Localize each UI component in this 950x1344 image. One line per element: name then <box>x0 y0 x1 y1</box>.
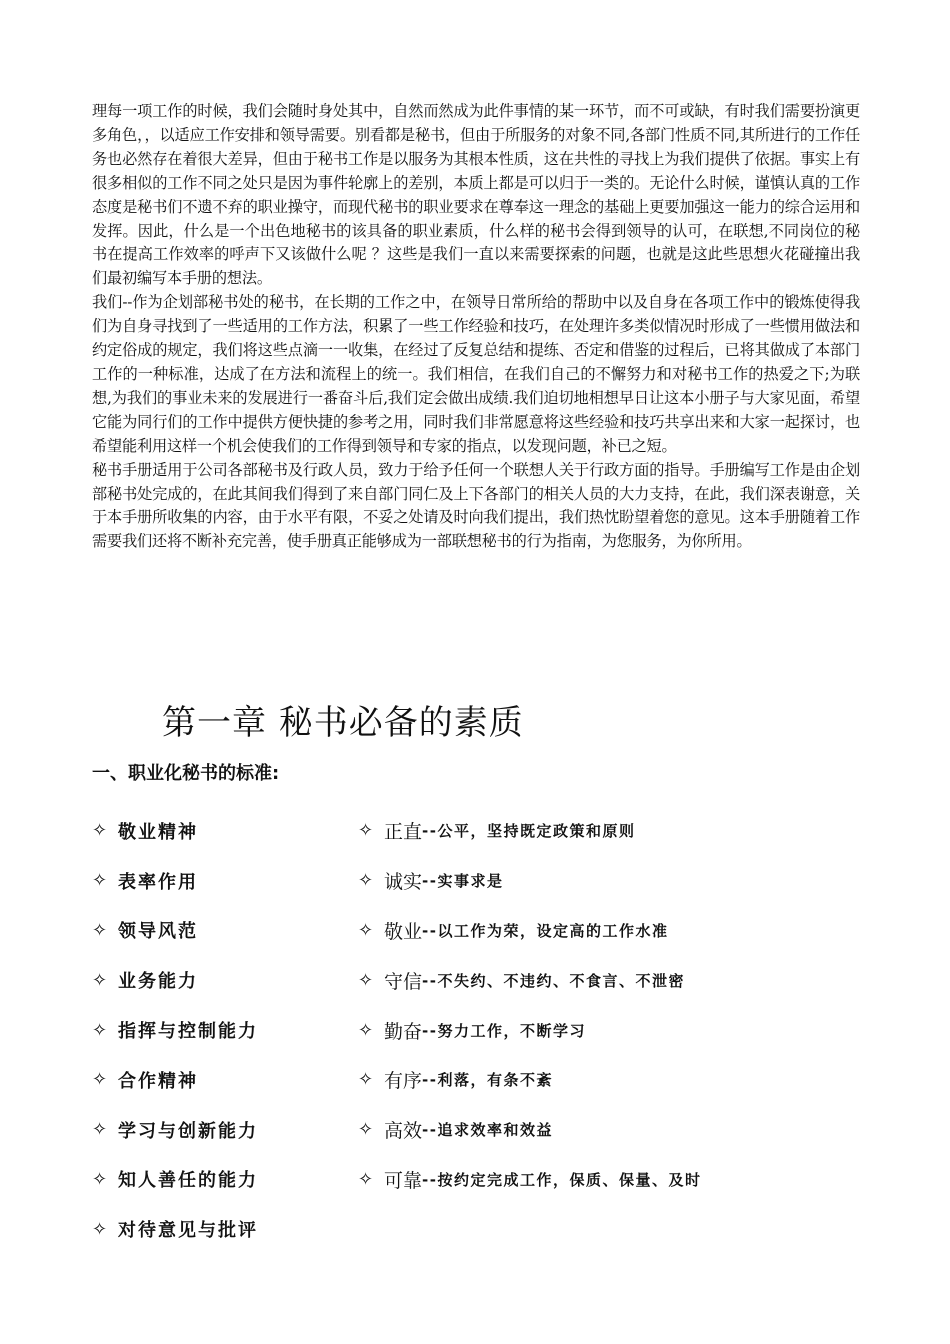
diamond-bullet-icon: ✧ <box>92 969 108 991</box>
quality-description: --实事求是 <box>422 872 504 891</box>
list-item <box>92 1204 258 1254</box>
diamond-bullet-icon: ✧ <box>92 1119 108 1141</box>
diamond-bullet-icon: ✧ <box>358 1069 374 1091</box>
quality-term: 可靠 <box>384 1169 423 1192</box>
quality-description: --按约定完成工作，保质、保量、及时 <box>422 1170 702 1189</box>
quality-term: 敬业 <box>384 920 423 943</box>
diamond-bullet-icon: ✧ <box>358 820 374 842</box>
intro-paragraph-2: 我们--作为企划部秘书处的秘书，在长期的工作之中，在领导日常所给的帮助中以及自身在各项工作中的锻炼使得我们为自身寻找到了一些适用的工作方法，积累了一些工作经验和技巧，在处理许多类似情况时形成了一些惯用做法和约定俗成的规定，我们将这些点滴一一收集，在经过了反复总结和提练、否定和借鉴的过程后，已将其做成了本部门工作的一种标准，达成了在方法和流程上的统一。我们相信，在我们自己的不懈努力和对秘书工作的热爱之下;为联想,为我们的事业未来的发展进行一番奋斗后,我们定会做出成绩.我们迫切地相想早日让这本小册子与大家见面，希望它能为同行们的工作中提供方便快捷的参考之用，同时我们非常愿意将这些经验和技巧共享出来和大家一起探讨，也希望能利用这样一个机会使我们的工作得到领导和专家的指点，以发现问题，补已之短。 <box>92 293 860 455</box>
list-item-label: 业务能力 <box>118 971 198 993</box>
diamond-bullet-icon: ✧ <box>92 820 108 842</box>
list-item-label: 领导风范 <box>118 921 198 943</box>
list-item <box>358 856 701 906</box>
quality-description: --以工作为荣，设定高的工作水准 <box>422 921 669 940</box>
list-item-label: 学习与创新能力 <box>118 1120 258 1142</box>
diamond-bullet-icon: ✧ <box>358 1119 374 1141</box>
quality-description: --追求效率和效益 <box>422 1121 553 1140</box>
quality-term: 勤奋 <box>384 1020 423 1043</box>
quality-description: --公平，坚持既定政策和原则 <box>422 822 636 841</box>
quality-term: 高效 <box>384 1120 423 1143</box>
diamond-bullet-icon: ✧ <box>92 1019 108 1041</box>
list-item <box>358 955 701 1005</box>
diamond-bullet-icon: ✧ <box>92 919 108 941</box>
diamond-bullet-icon: ✧ <box>358 969 374 991</box>
list-item-label: 表率作用 <box>118 871 198 893</box>
list-item <box>92 1105 258 1155</box>
list-item <box>358 1055 701 1105</box>
list-item <box>358 1005 701 1055</box>
diamond-bullet-icon: ✧ <box>92 1069 108 1091</box>
diamond-bullet-icon: ✧ <box>358 1168 374 1190</box>
chapter-title: 第一章 秘书必备的素质 <box>162 703 524 743</box>
intro-paragraph-3: 秘书手册适用于公司各部秘书及行政人员，致力于给予任何一个联想人关于行政方面的指导。手册编写工作是由企划部秘书处完成的，在此其间我们得到了来自部门同仁及上下各部门的相关人员的大力支持，在此，我们深表谢意，关于本手册所收集的内容，由于水平有限，不妥之处请及时向我们提出，我们热忱盼望着您的意见。这本手册随着工作需要我们还将不断补充完善，使手册真正能够成为一部联想秘书的行为指南，为您服务，为你所用。 <box>92 460 860 551</box>
intro-body <box>92 100 860 554</box>
list-item <box>92 1055 258 1105</box>
list-item <box>92 906 258 956</box>
list-item-label: 敬业精神 <box>118 821 198 843</box>
quality-description: --努力工作，不断学习 <box>422 1021 586 1040</box>
intro-paragraph-1: 理每一项工作的时候，我们会随时身处其中，自然而然成为此件事情的某一环节，而不可或缺，有时我们需要扮演更多角色，，以适应工作安排和领导需要。别看都是秘书，但由于所服务的对象不同,各部门性质不同,其所进行的工作任务也必然存在着很大差异，但由于秘书工作是以服务为其根本性质，这在共性的寻找上为我们提供了依据。事实上有很多相似的工作不同之处只是因为事件轮廓上的差别，本质上都是可以归于一类的。无论什么时候，谨慎认真的工作态度是秘书们不遗不弃的职业操守，而现代秘书的职业要求在尊奉这一理念的基础上更要加强这一能力的综合运用和发挥。因此，什么是一个出色地秘书的该具备的职业素质，什么样的秘书会得到领导的认可，在联想,不同岗位的秘书在提高工作效率的呼声下又该做什么呢 ？这些是我们一直以来需要探索的问题，也就是这此些思想火花碰撞出我们最初编写本手册的想法。 <box>92 102 860 288</box>
list-item-label: 对待意见与批评 <box>118 1220 258 1242</box>
diamond-bullet-icon: ✧ <box>92 870 108 892</box>
diamond-bullet-icon: ✧ <box>92 1168 108 1190</box>
quality-term: 诚实 <box>384 871 423 894</box>
diamond-bullet-icon: ✧ <box>358 870 374 892</box>
list-item <box>358 806 701 856</box>
diamond-bullet-icon: ✧ <box>358 1019 374 1041</box>
section-heading: 一、职业化秘书的标准: <box>92 763 280 784</box>
list-item <box>92 955 258 1005</box>
diamond-bullet-icon: ✧ <box>92 1218 108 1240</box>
list-item <box>92 856 258 906</box>
qualities-list-right <box>358 806 701 1204</box>
quality-term: 正直 <box>384 821 423 844</box>
quality-term: 守信 <box>384 970 423 993</box>
qualities-list-left <box>92 806 258 1254</box>
list-item-label: 合作精神 <box>118 1070 198 1092</box>
quality-description: --不失约、不违约、不食言、不泄密 <box>422 971 685 990</box>
diamond-bullet-icon: ✧ <box>358 919 374 941</box>
quality-description: --利落，有条不紊 <box>422 1071 553 1090</box>
list-item-label: 指挥与控制能力 <box>118 1021 258 1043</box>
list-item <box>358 906 701 956</box>
list-item <box>92 1155 258 1205</box>
list-item-label: 知人善任的能力 <box>118 1170 258 1192</box>
quality-term: 有序 <box>384 1070 423 1093</box>
list-item <box>358 1155 701 1205</box>
list-item <box>92 1005 258 1055</box>
list-item <box>92 806 258 856</box>
list-item <box>358 1105 701 1155</box>
